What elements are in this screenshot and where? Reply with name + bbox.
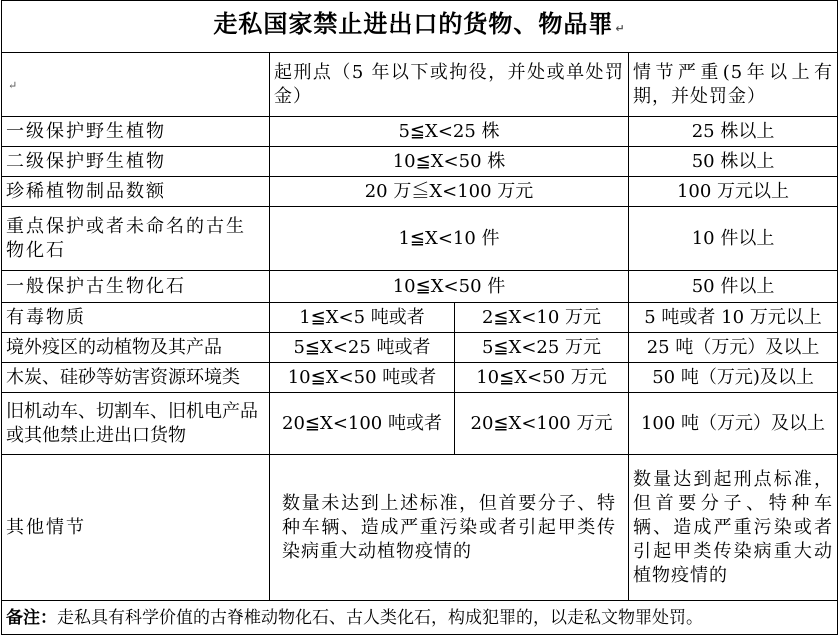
row-severe-threshold: 50 吨（万元)及以上 xyxy=(629,363,838,393)
row-severe-threshold: 50 株以上 xyxy=(629,147,838,177)
table-row xyxy=(2,333,838,363)
note-text: 走私具有科学价值的古脊椎动物化石、古人类化石，构成犯罪的，以走私文物罪处罚。 xyxy=(57,607,703,628)
row-base-quantity: 1≦X<5 吨或者 xyxy=(270,303,455,333)
table-row xyxy=(2,455,838,601)
table-row xyxy=(2,303,838,333)
table-note xyxy=(2,601,838,635)
header-severe-penalty: 情节严重(5年以上有期，并处罚金） xyxy=(629,53,838,117)
row-category: 旧机动车、切割车、旧机电产品或其他禁止进出口货物 xyxy=(2,393,270,455)
row-base-threshold: 10≦X<50 株 xyxy=(270,147,629,177)
row-base-quantity: 10≦X<50 吨或者 xyxy=(270,363,455,393)
row-severe-threshold: 5 吨或者 10 万元以上 xyxy=(629,303,838,333)
table-row xyxy=(2,207,838,271)
row-severe-threshold: 100 万元以上 xyxy=(629,177,838,207)
row-category: 一般保护古生物化石 xyxy=(2,271,270,303)
row-category: 有毒物质 xyxy=(2,303,270,333)
table-row xyxy=(2,363,838,393)
row-base-threshold: 20 万≦X<100 万元 xyxy=(270,177,629,207)
row-severe-threshold: 50 件以上 xyxy=(629,271,838,303)
row-category: 珍稀植物制品数额 xyxy=(2,177,270,207)
row-severe-threshold: 25 株以上 xyxy=(629,117,838,147)
row-base-threshold: 5≦X<25 株 xyxy=(270,117,629,147)
row-category: 境外疫区的动植物及其产品 xyxy=(2,333,270,363)
row-category: 其他情节 xyxy=(2,455,270,601)
header-base-penalty: 起刑点（5 年以下或拘役，并处或单处罚金） xyxy=(270,53,629,117)
row-base-threshold: 数量未达到上述标准，但首要分子、特种车辆、造成严重污染或者引起甲类传染病重大动植物疫情的 xyxy=(270,455,629,601)
row-base-value: 2≦X<10 万元 xyxy=(455,303,629,333)
crime-threshold-table xyxy=(1,0,838,635)
row-base-threshold: 1≦X<10 件 xyxy=(270,207,629,271)
row-severe-threshold: 数量达到起刑点标准，但首要分子、特种车辆、造成严重污染或者引起甲类传染病重大动植物疫情的 xyxy=(629,455,838,601)
table-title: 走私国家禁止进出口的货物、物品罪 ↵ xyxy=(2,1,838,53)
row-base-quantity: 5≦X<25 吨或者 xyxy=(270,333,455,363)
header-corner-cell: ↵ xyxy=(2,53,270,117)
row-category: 二级保护野生植物 xyxy=(2,147,270,177)
row-base-value: 10≦X<50 万元 xyxy=(455,363,629,393)
row-category: 一级保护野生植物 xyxy=(2,117,270,147)
note-row xyxy=(2,601,838,635)
row-base-value: 20≦X<100 万元 xyxy=(455,393,629,455)
table-row xyxy=(2,271,838,303)
row-severe-threshold: 100 吨（万元）及以上 xyxy=(629,393,838,455)
note-label: 备注： xyxy=(6,607,57,628)
header-row xyxy=(2,53,838,117)
row-base-quantity: 20≦X<100 吨或者 xyxy=(270,393,455,455)
row-severe-threshold: 10 件以上 xyxy=(629,207,838,271)
row-severe-threshold: 25 吨（万元）及以上 xyxy=(629,333,838,363)
row-category: 木炭、硅砂等妨害资源环境类 xyxy=(2,363,270,393)
row-base-value: 5≦X<25 万元 xyxy=(455,333,629,363)
table-row xyxy=(2,117,838,147)
row-base-threshold: 10≦X<50 件 xyxy=(270,271,629,303)
row-category: 重点保护或者未命名的古生物化石 xyxy=(2,207,270,271)
table-row xyxy=(2,177,838,207)
table-row xyxy=(2,393,838,455)
table-row xyxy=(2,147,838,177)
